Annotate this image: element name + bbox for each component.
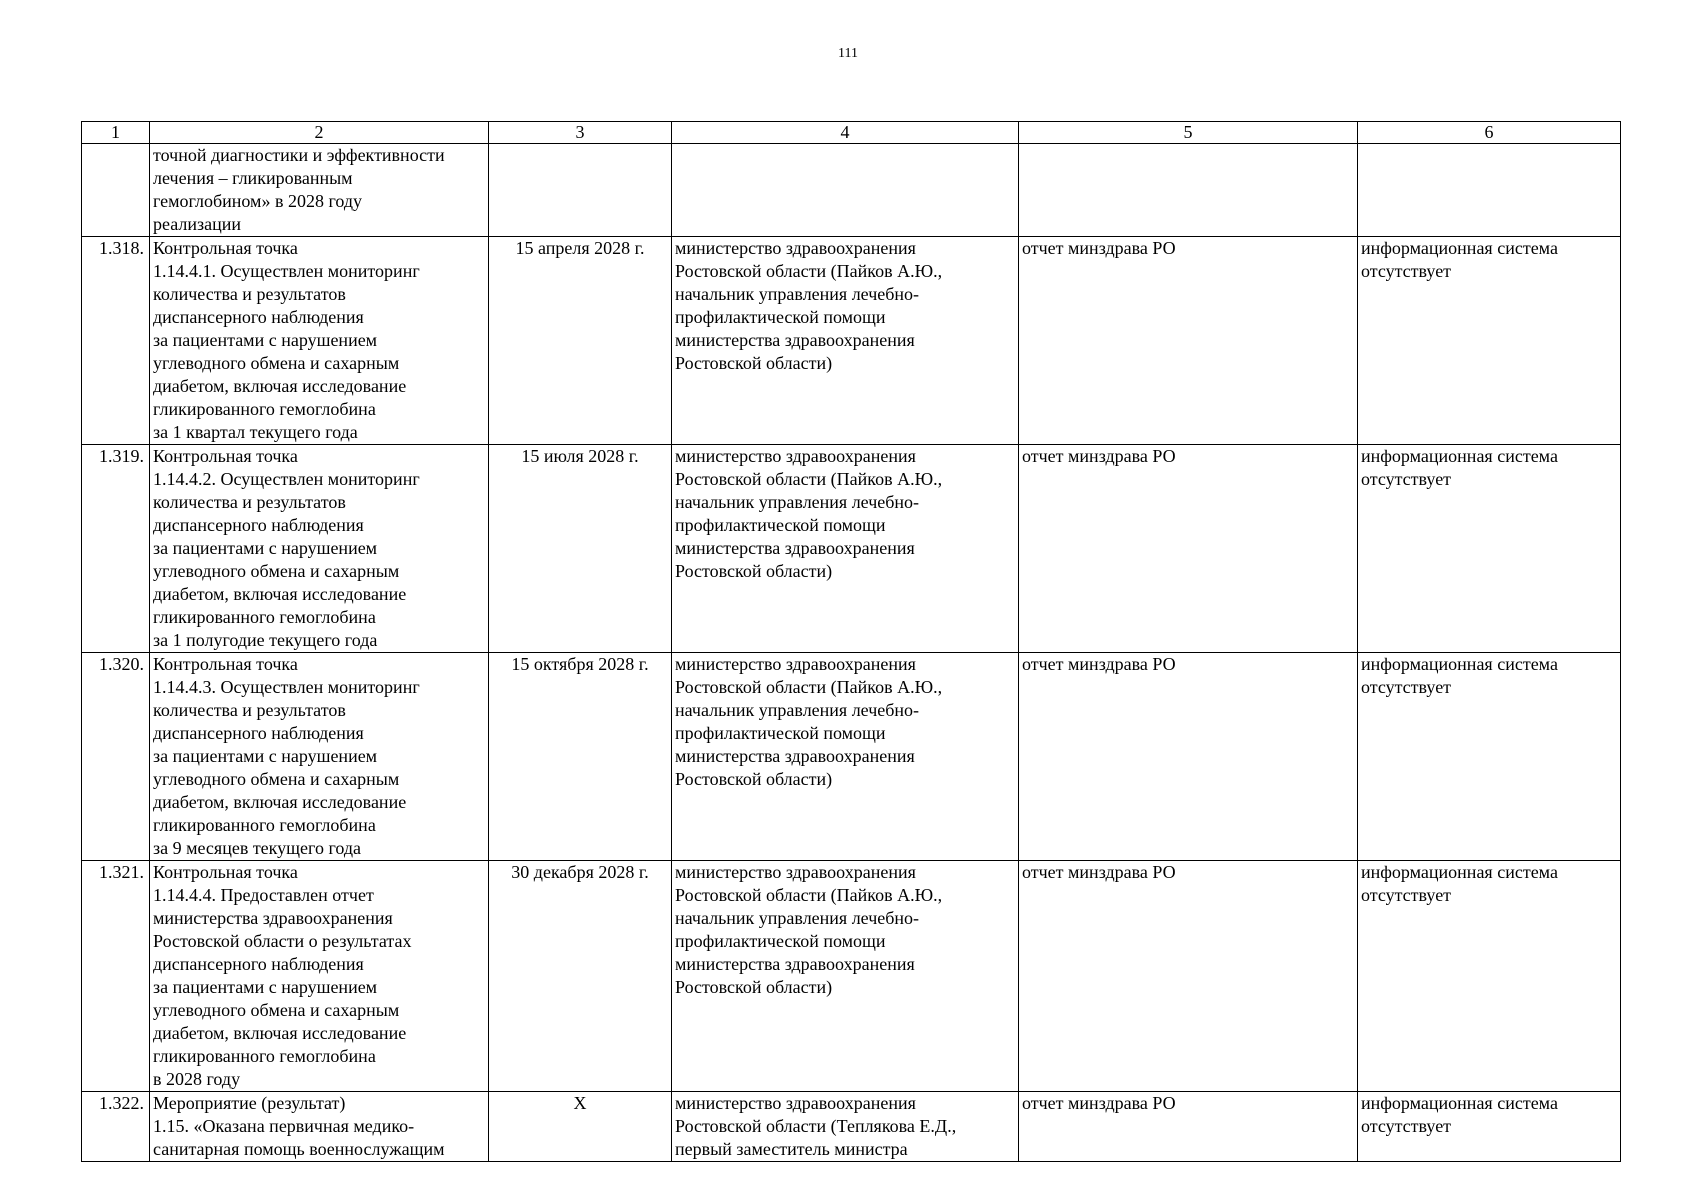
row-document: отчет минздрава РО bbox=[1019, 861, 1358, 1092]
row-description: точной диагностики и эффективности лечения – гликированным гемоглобином» в 2028 году реализации bbox=[150, 144, 489, 237]
row-number: 1.318. bbox=[82, 237, 150, 445]
table-row bbox=[82, 861, 1621, 1092]
column-header: 3 bbox=[489, 122, 672, 144]
row-responsible: министерство здравоохранения Ростовской области (Пайков А.Ю., начальник управления лечебно- профилактической помощи министерства здравоохранения Ростовской области) bbox=[672, 445, 1019, 653]
row-date bbox=[489, 144, 672, 237]
row-date: 15 апреля 2028 г. bbox=[489, 237, 672, 445]
row-date: 15 октября 2028 г. bbox=[489, 653, 672, 861]
row-number: 1.320. bbox=[82, 653, 150, 861]
row-number: 1.322. bbox=[82, 1092, 150, 1162]
row-number: 1.319. bbox=[82, 445, 150, 653]
row-document: отчет минздрава РО bbox=[1019, 653, 1358, 861]
plan-table bbox=[81, 121, 1621, 1162]
row-description: Контрольная точка 1.14.4.3. Осуществлен мониторинг количества и результатов диспансерного наблюдения за пациентами с нарушением углеводного обмена и сахарным диабетом, включая исследование гликированного гемоглобина за 9 месяцев текущего года bbox=[150, 653, 489, 861]
table-row bbox=[82, 1092, 1621, 1162]
row-system bbox=[1358, 144, 1621, 237]
row-responsible: министерство здравоохранения Ростовской области (Пайков А.Ю., начальник управления лечебно- профилактической помощи министерства здравоохранения Ростовской области) bbox=[672, 861, 1019, 1092]
page-number: 111 bbox=[838, 46, 858, 61]
table-header-row bbox=[82, 122, 1621, 144]
table-row bbox=[82, 445, 1621, 653]
column-header: 6 bbox=[1358, 122, 1621, 144]
row-responsible bbox=[672, 144, 1019, 237]
row-document bbox=[1019, 144, 1358, 237]
column-header: 1 bbox=[82, 122, 150, 144]
row-system: информационная система отсутствует bbox=[1358, 1092, 1621, 1162]
row-date: 15 июля 2028 г. bbox=[489, 445, 672, 653]
table-row bbox=[82, 237, 1621, 445]
row-description: Контрольная точка 1.14.4.1. Осуществлен мониторинг количества и результатов диспансерного наблюдения за пациентами с нарушением углеводного обмена и сахарным диабетом, включая исследование гликированного гемоглобина за 1 квартал текущего года bbox=[150, 237, 489, 445]
row-document: отчет минздрава РО bbox=[1019, 1092, 1358, 1162]
row-responsible: министерство здравоохранения Ростовской области (Теплякова Е.Д., первый заместитель министра bbox=[672, 1092, 1019, 1162]
row-date: Х bbox=[489, 1092, 672, 1162]
row-system: информационная система отсутствует bbox=[1358, 445, 1621, 653]
row-system: информационная система отсутствует bbox=[1358, 237, 1621, 445]
row-system: информационная система отсутствует bbox=[1358, 861, 1621, 1092]
row-responsible: министерство здравоохранения Ростовской области (Пайков А.Ю., начальник управления лечебно- профилактической помощи министерства здравоохранения Ростовской области) bbox=[672, 653, 1019, 861]
row-system: информационная система отсутствует bbox=[1358, 653, 1621, 861]
row-document: отчет минздрава РО bbox=[1019, 445, 1358, 653]
row-description: Мероприятие (результат) 1.15. «Оказана первичная медико- санитарная помощь военнослужащим bbox=[150, 1092, 489, 1162]
row-document: отчет минздрава РО bbox=[1019, 237, 1358, 445]
column-header: 2 bbox=[150, 122, 489, 144]
row-responsible: министерство здравоохранения Ростовской области (Пайков А.Ю., начальник управления лечебно- профилактической помощи министерства здравоохранения Ростовской области) bbox=[672, 237, 1019, 445]
row-number bbox=[82, 144, 150, 237]
row-description: Контрольная точка 1.14.4.2. Осуществлен мониторинг количества и результатов диспансерного наблюдения за пациентами с нарушением углеводного обмена и сахарным диабетом, включая исследование гликированного гемоглобина за 1 полугодие текущего года bbox=[150, 445, 489, 653]
column-header: 4 bbox=[672, 122, 1019, 144]
row-number: 1.321. bbox=[82, 861, 150, 1092]
row-description: Контрольная точка 1.14.4.4. Предоставлен отчет министерства здравоохранения Ростовской области о результатах диспансерного наблюдения за пациентами с нарушением углеводного обмена и сахарным диабетом, включая исследование гликированного гемоглобина в 2028 году bbox=[150, 861, 489, 1092]
row-date: 30 декабря 2028 г. bbox=[489, 861, 672, 1092]
column-header: 5 bbox=[1019, 122, 1358, 144]
table-row bbox=[82, 144, 1621, 237]
table-row bbox=[82, 653, 1621, 861]
